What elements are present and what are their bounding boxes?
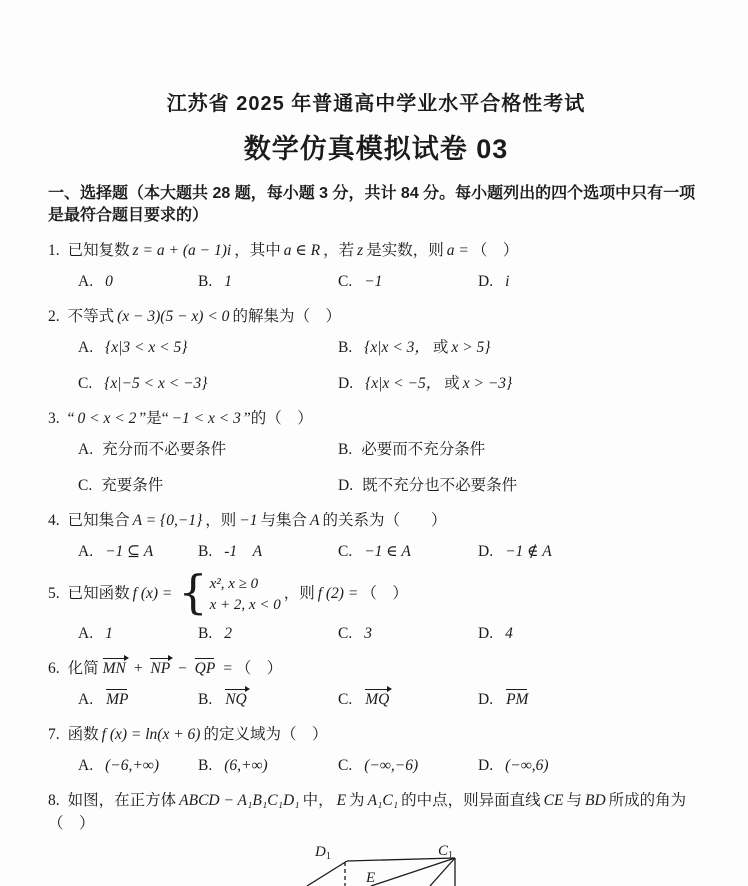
math-segment: (x − 3)(5 − x) < 0 [117,308,230,325]
option-D [478,271,704,293]
option-D [338,475,704,497]
text-segment: 已知复数 [67,242,130,259]
math-segment: −1 [239,512,258,529]
vector-NP: NP [150,660,171,678]
option-B [338,337,704,359]
option-label: D. [478,691,494,709]
math-segment: 4 [505,625,513,643]
text-segment: ”是“ [139,410,169,427]
question-3 [48,407,704,497]
text-segment: 化简 [67,660,99,678]
vector-NQ: NQ [225,691,247,709]
option-label: A. [78,625,94,643]
piecewise-rows [210,575,281,614]
text-segment: 的关系为（ ） [322,512,447,529]
text-segment: ，则 [283,585,315,603]
option-A [78,337,338,359]
question-7-options [78,755,704,777]
question-number: 6. [48,660,60,678]
question-number: 1. [48,242,60,259]
text-segment: 与集合 [260,512,308,529]
math-segment: BD [585,792,606,810]
question-4-stem [48,509,704,532]
question-number: 7. [48,726,60,744]
option-A [78,439,338,461]
option-B [338,439,704,461]
math-segment: E [336,792,347,810]
math-segment: ABCD − A₁B₁C₁D₁ [179,792,300,810]
math-segment: −1 ⊆ A [105,543,154,560]
text-segment: 所成的角为（ ） [48,792,687,833]
text-segment: 充分而不必要条件 [102,441,227,458]
question-4-options [78,541,704,563]
cube-figure-svg [285,840,495,886]
math-segment: a = [446,242,469,259]
text-segment: 如图，在正方体 [67,792,177,810]
option-label: A. [78,543,94,560]
option-label: C. [338,757,353,775]
text-segment: 与 [566,792,582,810]
text-segment: 或 [444,375,460,392]
option-B [198,541,338,563]
math-segment: CE [543,792,564,810]
question-5 [48,565,704,645]
question-number: 3. [48,410,60,427]
brace: { [178,565,208,619]
math-segment: −1 ∈ A [364,543,411,560]
math-segment: A [310,512,320,529]
option-label: B. [198,691,213,709]
vector-MP: MP [106,691,129,709]
question-1 [48,239,704,293]
option-D [478,755,704,777]
math-segment: f (x) = [132,585,173,603]
question-number: 5. [48,585,60,603]
question-number: 2. [48,308,60,325]
math-segment: 0 [105,273,113,290]
section-header: 一、选择题（本大题共 28 题，每小题 3 分，共计 84 分。每小题列出的四个选项中只有一项是最符合题目要求的） [48,185,696,224]
option-C [78,475,338,497]
math-segment: -1 A [224,543,263,560]
math-segment: (−∞,−6) [364,757,419,775]
option-label: A. [78,273,94,290]
math-segment: 1 [224,273,232,290]
option-label: C. [338,625,353,643]
option-label: B. [198,757,213,775]
option-label: C. [338,543,353,560]
option-label: D. [338,477,354,494]
piecewise-function [178,565,281,619]
option-label: C. [78,375,93,392]
math-segment: {x|x < 3， [364,339,430,356]
math-segment: A = {0,−1} [132,512,203,529]
math-segment: −1 < x < 3 [171,410,241,427]
paper-title: 数学仿真模拟试卷 03 [243,134,509,164]
text-segment: 的解集为（ ） [232,308,341,325]
option-A [78,689,198,711]
text-segment: 函数 [67,726,99,744]
option-label: A. [78,757,94,775]
vector-MQ: MQ [365,691,390,709]
option-A [78,271,198,293]
math-segment: i [505,273,510,290]
question-8 [48,789,704,886]
math-segment: + [132,660,144,678]
text-segment: 已知集合 [67,512,130,529]
question-4 [48,509,704,563]
vector-MN: MN [102,660,126,678]
text-segment: （ ） [361,585,408,603]
text-segment: 已知函数 [67,585,130,603]
option-label: A. [78,441,94,458]
text-segment: ，其中 [234,242,281,259]
piecewise-row: x + 2, x < 0 [209,597,281,614]
option-label: D. [478,625,494,643]
math-segment: z = a + (a − 1)i [132,242,232,259]
text-segment: 为 [349,792,365,810]
question-7 [48,723,704,777]
option-D [478,689,704,711]
math-segment: A₁C₁ [367,792,399,810]
option-A [78,755,198,777]
text-segment: 是实数，则 [366,242,444,259]
question-3-stem [48,407,704,430]
option-label: B. [198,543,213,560]
option-label: A. [78,339,94,356]
math-segment: −1 [364,273,383,290]
text-segment: 必要而不充分条件 [361,441,486,458]
math-segment: x > −3} [462,375,513,392]
math-segment: z [357,242,364,259]
midpoint-label-E: E [366,870,376,886]
option-B [198,271,338,293]
option-B [198,755,338,777]
vertex-label-C1: $C_1$ [438,843,454,862]
question-6-options [78,689,704,711]
option-label: D. [478,757,494,775]
option-label: A. [78,691,94,709]
question-6 [48,657,704,711]
text-segment: “ [67,410,75,427]
vector-PM: PM [506,691,529,709]
math-segment: 1 [105,625,113,643]
question-5-stem [48,565,704,619]
option-label: D. [338,375,354,392]
text-segment: 的定义域为（ ） [203,726,328,744]
option-A [78,623,198,645]
text-segment: 不等式 [67,308,115,325]
question-2-options [78,337,704,395]
math-segment: a ∈ R [283,242,321,259]
question-2 [48,305,704,395]
option-D [338,373,704,395]
question-number: 4. [48,512,60,529]
math-segment: {x|x < −5， [365,375,442,392]
math-segment: 0 < x < 2 [77,410,137,427]
text-segment: 的中点，则异面直线 [401,792,541,810]
math-segment: {x|−5 < x < −3} [104,375,208,392]
math-segment: x > 5} [451,339,491,356]
option-B [198,623,338,645]
math-segment: {x|3 < x < 5} [105,339,188,356]
math-segment: (−6,+∞) [105,757,159,775]
option-label: B. [198,273,213,290]
option-label: D. [478,543,494,560]
option-C [338,623,478,645]
option-label: D. [478,273,494,290]
vector-QP: QP [194,660,216,678]
question-8-stem [48,789,704,835]
option-C [338,755,478,777]
text-segment: 或 [432,339,449,356]
cube-figure [285,840,704,886]
math-segment: (−∞,6) [505,757,549,775]
option-C [338,541,478,563]
text-segment: 中， [302,792,334,810]
question-6-stem [48,657,704,680]
option-label: B. [198,625,213,643]
math-segment: − [177,660,188,678]
option-label: C. [78,477,93,494]
question-7-stem [48,723,704,746]
option-label: B. [338,441,353,458]
question-1-options [78,271,704,293]
option-A [78,541,198,563]
question-3-options [78,439,704,497]
question-1-stem [48,239,704,262]
math-segment: −1 ∉ A [505,543,552,560]
option-C [338,271,478,293]
cube-left-diagonal [307,861,347,886]
math-segment: f (x) = ln(x + 6) [101,726,201,744]
text-segment: 既不充分也不必要条件 [362,477,518,494]
option-D [478,623,704,645]
text-segment: （ ） [471,242,519,259]
text-segment: ”的（ ） [243,410,313,427]
piecewise-row: x², x ≥ 0 [209,576,259,593]
question-5-options [78,623,704,645]
question-2-stem [48,305,704,328]
option-C [78,373,338,395]
text-segment: ，若 [323,242,355,259]
option-label: C. [338,273,353,290]
option-B [198,689,338,711]
vertex-label-D1: $D_1$ [315,844,331,863]
math-segment: f (2) = [317,585,359,603]
question-number: 8. [48,792,60,810]
option-C [338,689,478,711]
math-segment: 3 [364,625,372,643]
math-segment: 2 [224,625,232,643]
option-D [478,541,704,563]
text-segment: （ ） [235,660,283,678]
option-label: B. [338,339,353,356]
option-label: C. [338,691,353,709]
math-segment: (6,+∞) [224,757,268,775]
exam-title: 江苏省 2025 年普通高中学业水平合格性考试 [166,93,586,115]
math-segment: = [222,660,233,678]
text-segment: ，则 [205,512,237,529]
text-segment: 充要条件 [101,477,164,494]
